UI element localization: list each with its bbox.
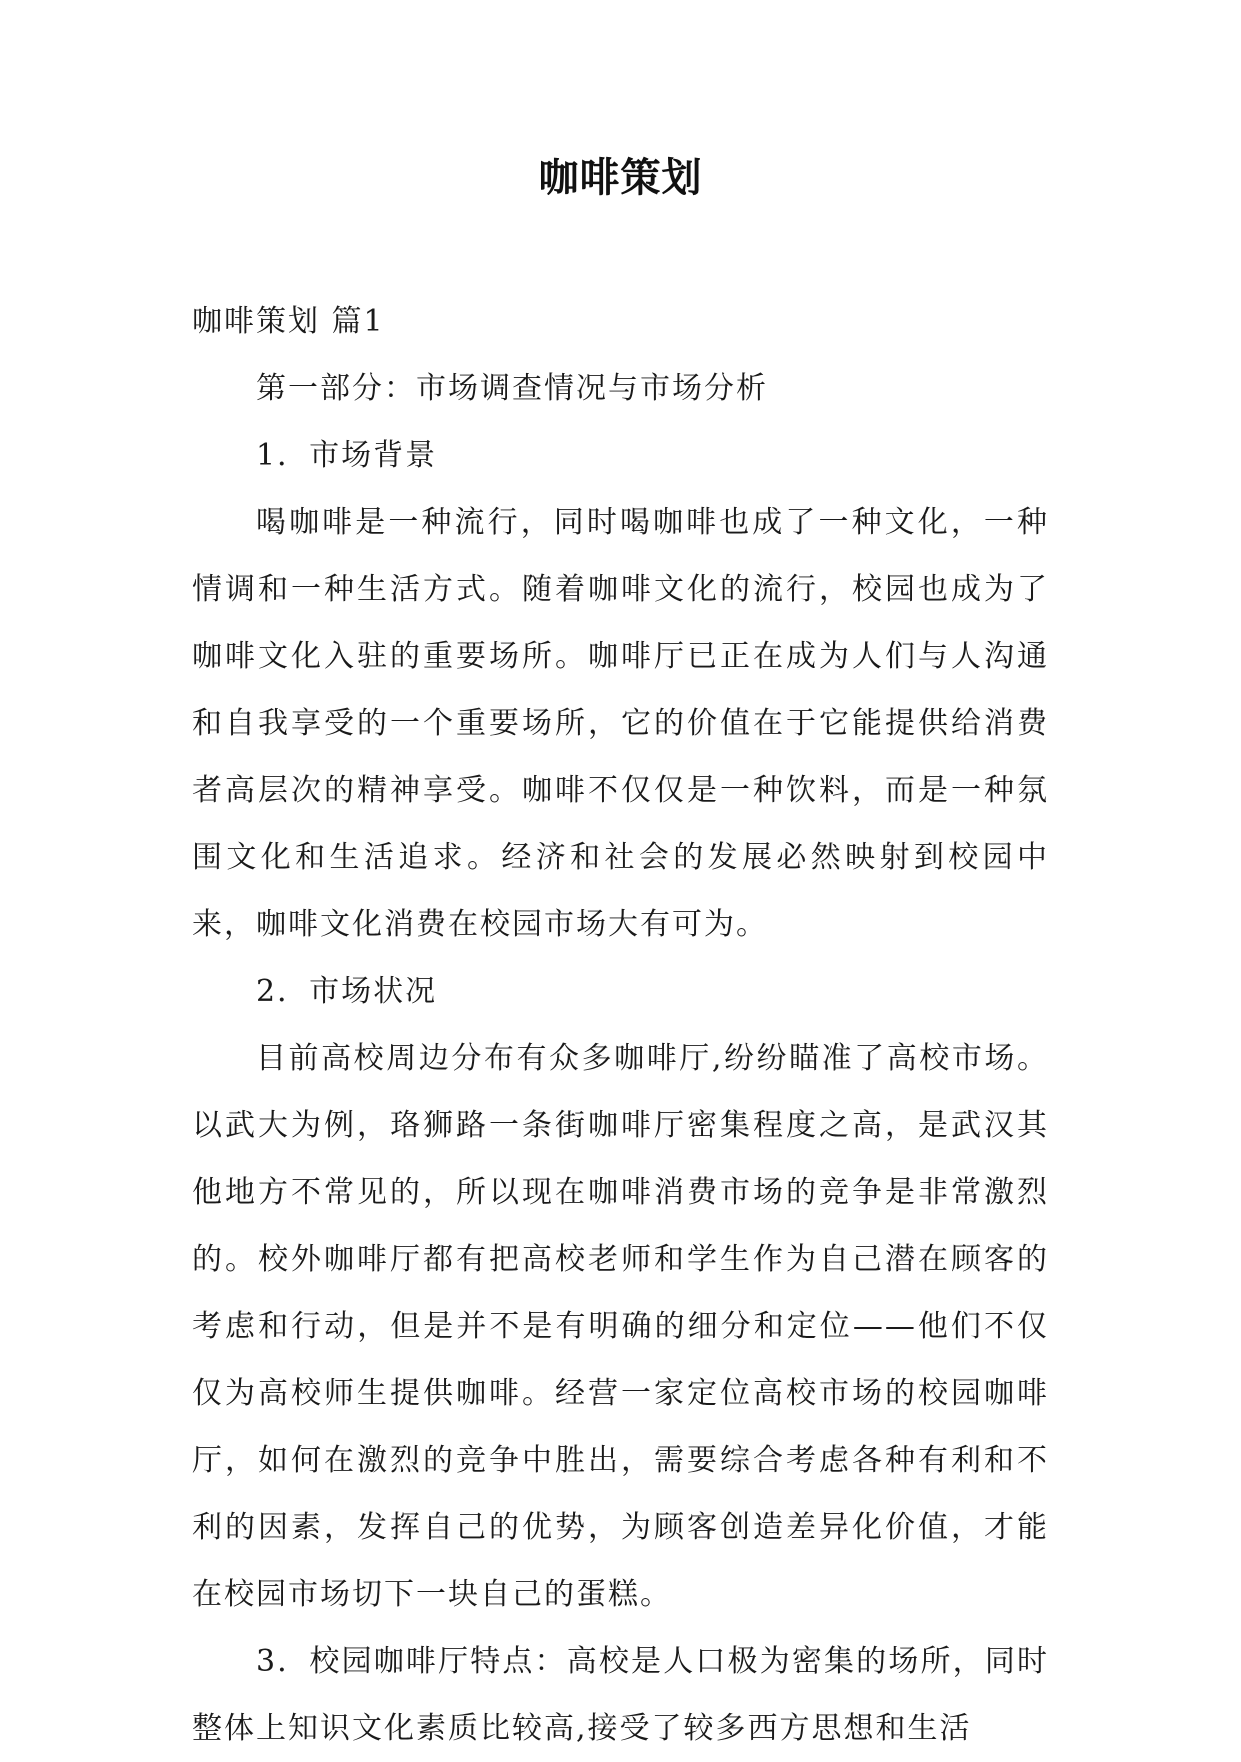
subsection-heading: 2．市场状况 — [256, 974, 438, 1009]
subsection-heading: 1．市场背景 — [256, 438, 438, 473]
body-paragraph: 目前高校周边分布有众多咖啡厅,纷纷瞄准了高校市场。以武大为例，珞狮路一条街咖啡厅密集程度之高，是武汉其他地方不常见的，所以现在咖啡消费市场的竞争是非常激烈的。校外咖啡厅都有把高校老师和学生作为自己潜在顾客的考虑和行动，但是并不是有明确的细分和定位——他们不仅仅为高校师生提供咖啡。经营一家定位高校市场的校园咖啡厅，如何在激烈的竞争中胜出，需要综合考虑各种有利和不利的因素，发挥自己的优势，为顾客创造差异化价值，才能在校园市场切下一块自己的蛋糕。 — [192, 1041, 1049, 1612]
part-heading: 第一部分：市场调查情况与市场分析 — [256, 371, 768, 406]
section-heading: 咖啡策划 篇1 — [192, 304, 385, 339]
body-paragraph: 喝咖啡是一种流行，同时喝咖啡也成了一种文化，一种情调和一种生活方式。随着咖啡文化的流行，校园也成为了咖啡文化入驻的重要场所。咖啡厅已正在成为人们与人沟通和自我享受的一个重要场所，它的价值在于它能提供给消费者高层次的精神享受。咖啡不仅仅是一种饮料，而是一种氛围文化和生活追求。经济和社会的发展必然映射到校园中来，咖啡文化消费在校园市场大有可为。 — [192, 505, 1049, 942]
document-body — [192, 288, 1049, 1762]
document-title: 咖啡策划 — [538, 155, 703, 201]
body-paragraph: 3．校园咖啡厅特点：高校是人口极为密集的场所，同时整体上知识文化素质比较高,接受了较多西方思想和生活 — [192, 1644, 1049, 1746]
